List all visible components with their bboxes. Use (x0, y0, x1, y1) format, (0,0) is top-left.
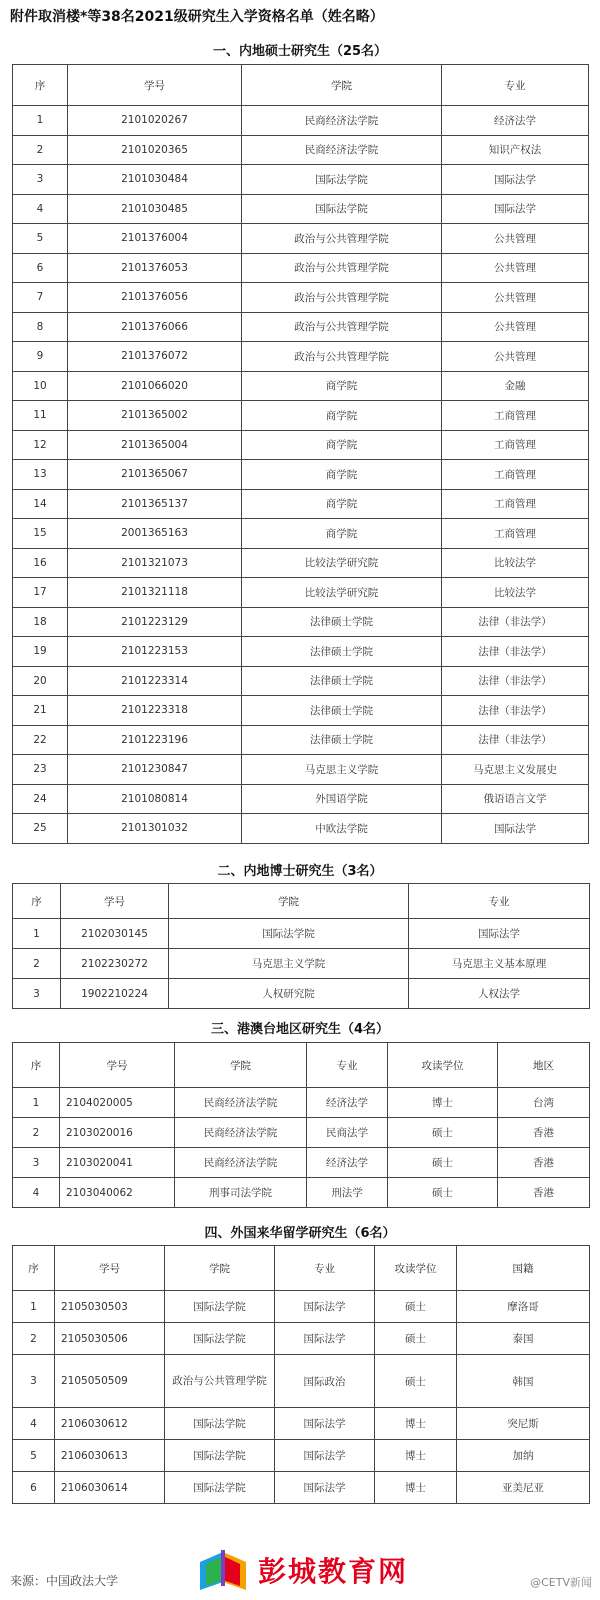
table-cell: 2 (13, 1323, 55, 1355)
table-cell: 2101365004 (68, 430, 242, 460)
table-cell: 2101365002 (68, 401, 242, 431)
table-cell: 政治与公共管理学院 (242, 283, 442, 313)
column-header: 序 (13, 884, 61, 919)
table-hk-macau-taiwan (12, 1042, 590, 1208)
table-row (13, 1472, 590, 1504)
table-cell: 博士 (388, 1088, 498, 1118)
table-cell: 国际法学院 (242, 194, 442, 224)
table-cell: 政治与公共管理学院 (242, 312, 442, 342)
table-cell: 商学院 (242, 371, 442, 401)
table-cell: 3 (13, 1355, 55, 1408)
table-cell: 国际政治 (275, 1355, 375, 1408)
column-header: 攻读学位 (375, 1246, 457, 1291)
table-cell: 24 (13, 784, 68, 814)
table-cell: 法律硕士学院 (242, 637, 442, 667)
column-header: 国籍 (457, 1246, 590, 1291)
table-cell: 国际法学 (442, 814, 589, 844)
table-cell: 法律（非法学） (442, 696, 589, 726)
table-cell: 国际法学 (275, 1440, 375, 1472)
table-cell: 国际法学院 (165, 1323, 275, 1355)
table-cell: 法律硕士学院 (242, 696, 442, 726)
table-cell: 23 (13, 755, 68, 785)
table-cell: 硕士 (388, 1148, 498, 1178)
table-row (13, 578, 589, 608)
table-cell: 民商法学 (307, 1118, 388, 1148)
table-cell: 法律（非法学） (442, 607, 589, 637)
table-cell: 4 (13, 194, 68, 224)
table-cell: 国际法学院 (242, 165, 442, 195)
column-header: 学号 (68, 65, 242, 106)
table-cell: 比较法学 (442, 578, 589, 608)
table-cell: 19 (13, 637, 68, 667)
table-cell: 5 (13, 224, 68, 254)
table-cell: 马克思主义发展史 (442, 755, 589, 785)
table-cell: 法律（非法学） (442, 725, 589, 755)
table-cell: 2103020041 (60, 1148, 175, 1178)
table-cell: 人权研究院 (169, 979, 409, 1009)
table-cell: 2101365137 (68, 489, 242, 519)
table-cell: 1902210224 (61, 979, 169, 1009)
table-row (13, 1408, 590, 1440)
table-cell: 民商经济法学院 (175, 1088, 307, 1118)
table-cell: 金融 (442, 371, 589, 401)
table-cell: 国际法学 (275, 1408, 375, 1440)
table-row (13, 194, 589, 224)
table-cell: 12 (13, 430, 68, 460)
table-cell: 政治与公共管理学院 (242, 342, 442, 372)
table-cell: 2 (13, 949, 61, 979)
table-cell: 2101020365 (68, 135, 242, 165)
table-cell: 6 (13, 253, 68, 283)
table-row (13, 1355, 590, 1408)
table-cell: 15 (13, 519, 68, 549)
table-row (13, 784, 589, 814)
table-cell: 2104020005 (60, 1088, 175, 1118)
table-cell: 16 (13, 548, 68, 578)
table-cell: 2001365163 (68, 519, 242, 549)
table-cell: 2105050509 (55, 1355, 165, 1408)
table-cell: 20 (13, 666, 68, 696)
table-cell: 2 (13, 135, 68, 165)
book-logo-icon (196, 1546, 250, 1596)
column-header: 学院 (175, 1043, 307, 1088)
table-cell: 2101223196 (68, 725, 242, 755)
table-cell: 25 (13, 814, 68, 844)
table-cell: 2 (13, 1118, 60, 1148)
table-cell: 法律（非法学） (442, 666, 589, 696)
table-cell: 4 (13, 1178, 60, 1208)
section-title-mainland-masters: 一、内地硕士研究生（25名） (212, 44, 388, 59)
table-cell: 2101301032 (68, 814, 242, 844)
table-cell: 硕士 (375, 1323, 457, 1355)
table-cell: 经济法学 (442, 106, 589, 136)
table-cell: 商学院 (242, 489, 442, 519)
table-cell: 经济法学 (307, 1088, 388, 1118)
column-header: 学号 (55, 1246, 165, 1291)
table-cell: 2103040062 (60, 1178, 175, 1208)
table-cell: 10 (13, 371, 68, 401)
column-header: 学院 (242, 65, 442, 106)
section-title-hk-macau-taiwan: 三、港澳台地区研究生（4名） (210, 1022, 390, 1037)
table-cell: 2101376053 (68, 253, 242, 283)
table-header-row (13, 1246, 590, 1291)
table-cell: 政治与公共管理学院 (242, 253, 442, 283)
table-cell: 韩国 (457, 1355, 590, 1408)
table-cell: 2101223153 (68, 637, 242, 667)
table-cell: 17 (13, 578, 68, 608)
column-header: 学号 (61, 884, 169, 919)
table-cell: 民商经济法学院 (242, 135, 442, 165)
table-cell: 2101223318 (68, 696, 242, 726)
table-cell: 13 (13, 460, 68, 490)
table-cell: 经济法学 (307, 1148, 388, 1178)
column-header: 攻读学位 (388, 1043, 498, 1088)
table-row (13, 253, 589, 283)
table-row (13, 814, 589, 844)
column-header: 地区 (498, 1043, 590, 1088)
table-cell: 2101376066 (68, 312, 242, 342)
table-cell: 5 (13, 1440, 55, 1472)
table-row (13, 607, 589, 637)
table-row (13, 519, 589, 549)
column-header: 学院 (169, 884, 409, 919)
table-cell: 民商经济法学院 (242, 106, 442, 136)
table-cell: 2101376004 (68, 224, 242, 254)
table-row (13, 919, 590, 949)
table-cell: 比较法学研究院 (242, 578, 442, 608)
table-cell: 2106030613 (55, 1440, 165, 1472)
table-cell: 1 (13, 106, 68, 136)
table-cell: 2101066020 (68, 371, 242, 401)
table-cell: 2101030485 (68, 194, 242, 224)
table-cell: 国际法学院 (165, 1472, 275, 1504)
table-row (13, 1291, 590, 1323)
brand-name: 彭城教育网 (258, 1555, 409, 1588)
table-cell: 刑法学 (307, 1178, 388, 1208)
table-cell: 国际法学院 (165, 1291, 275, 1323)
table-cell: 2101321118 (68, 578, 242, 608)
table-cell: 香港 (498, 1148, 590, 1178)
table-cell: 2102230272 (61, 949, 169, 979)
table-cell: 工商管理 (442, 430, 589, 460)
table-cell: 2101080814 (68, 784, 242, 814)
table-cell: 硕士 (388, 1178, 498, 1208)
table-row (13, 224, 589, 254)
column-header: 专业 (275, 1246, 375, 1291)
table-row (13, 1088, 590, 1118)
table-row (13, 1440, 590, 1472)
section-title-international: 四、外国来华留学研究生（6名） (204, 1226, 396, 1241)
table-cell: 法律硕士学院 (242, 725, 442, 755)
table-cell: 2102030145 (61, 919, 169, 949)
weibo-watermark: @CETV新闻 (530, 1576, 592, 1589)
table-cell: 工商管理 (442, 519, 589, 549)
table-cell: 3 (13, 1148, 60, 1178)
table-row (13, 949, 590, 979)
table-cell: 香港 (498, 1118, 590, 1148)
table-cell: 台湾 (498, 1088, 590, 1118)
table-cell: 2101030484 (68, 165, 242, 195)
table-row (13, 755, 589, 785)
table-cell: 民商经济法学院 (175, 1148, 307, 1178)
table-cell: 中欧法学院 (242, 814, 442, 844)
table-cell: 硕士 (388, 1118, 498, 1148)
table-cell: 俄语语言文学 (442, 784, 589, 814)
table-international (12, 1245, 590, 1504)
table-cell: 法律硕士学院 (242, 666, 442, 696)
table-header-row (13, 884, 590, 919)
table-cell: 3 (13, 979, 61, 1009)
table-cell: 刑事司法学院 (175, 1178, 307, 1208)
table-cell: 2106030614 (55, 1472, 165, 1504)
table-cell: 国际法学 (275, 1291, 375, 1323)
table-row (13, 1118, 590, 1148)
table-cell: 比较法学研究院 (242, 548, 442, 578)
table-cell: 2101376072 (68, 342, 242, 372)
table-row (13, 666, 589, 696)
column-header: 序 (13, 1246, 55, 1291)
table-cell: 国际法学院 (165, 1408, 275, 1440)
table-cell: 公共管理 (442, 224, 589, 254)
column-header: 序 (13, 1043, 60, 1088)
table-cell: 2105030506 (55, 1323, 165, 1355)
table-cell: 1 (13, 919, 61, 949)
table-cell: 2101230847 (68, 755, 242, 785)
table-cell: 硕士 (375, 1355, 457, 1408)
table-cell: 知识产权法 (442, 135, 589, 165)
table-cell: 商学院 (242, 430, 442, 460)
table-cell: 商学院 (242, 519, 442, 549)
table-cell: 国际法学 (275, 1472, 375, 1504)
table-row (13, 401, 589, 431)
column-header: 学院 (165, 1246, 275, 1291)
table-cell: 1 (13, 1088, 60, 1118)
table-cell: 4 (13, 1408, 55, 1440)
table-cell: 香港 (498, 1178, 590, 1208)
table-header-row (13, 1043, 590, 1088)
table-row (13, 489, 589, 519)
table-cell: 工商管理 (442, 460, 589, 490)
table-cell: 国际法学院 (169, 919, 409, 949)
section-title-mainland-doctoral: 二、内地博士研究生（3名） (217, 864, 383, 879)
table-cell: 商学院 (242, 460, 442, 490)
table-mainland-doctoral (12, 883, 590, 1009)
table-cell: 硕士 (375, 1291, 457, 1323)
table-cell: 法律（非法学） (442, 637, 589, 667)
table-cell: 工商管理 (442, 489, 589, 519)
table-cell: 国际法学 (275, 1323, 375, 1355)
table-cell: 公共管理 (442, 342, 589, 372)
source-note: 来源：中国政法大学 (10, 1574, 119, 1588)
table-cell: 政治与公共管理学院 (242, 224, 442, 254)
table-row (13, 979, 590, 1009)
table-row (13, 430, 589, 460)
table-row (13, 1178, 590, 1208)
table-row (13, 135, 589, 165)
table-row (13, 312, 589, 342)
table-cell: 工商管理 (442, 401, 589, 431)
table-cell: 亚美尼亚 (457, 1472, 590, 1504)
table-row (13, 696, 589, 726)
table-cell: 政治与公共管理学院 (165, 1355, 275, 1408)
table-cell: 国际法学 (409, 919, 590, 949)
table-cell: 公共管理 (442, 283, 589, 313)
table-cell: 6 (13, 1472, 55, 1504)
table-cell: 公共管理 (442, 312, 589, 342)
table-cell: 3 (13, 165, 68, 195)
table-cell: 博士 (375, 1440, 457, 1472)
table-cell: 加纳 (457, 1440, 590, 1472)
table-cell: 突尼斯 (457, 1408, 590, 1440)
table-cell: 国际法学 (442, 194, 589, 224)
table-row (13, 548, 589, 578)
column-header: 专业 (409, 884, 590, 919)
table-cell: 马克思主义学院 (169, 949, 409, 979)
table-cell: 2101365067 (68, 460, 242, 490)
table-cell: 2101020267 (68, 106, 242, 136)
table-cell: 公共管理 (442, 253, 589, 283)
table-cell: 法律硕士学院 (242, 607, 442, 637)
table-cell: 9 (13, 342, 68, 372)
table-cell: 外国语学院 (242, 784, 442, 814)
table-cell: 比较法学 (442, 548, 589, 578)
table-cell: 21 (13, 696, 68, 726)
table-cell: 2103020016 (60, 1118, 175, 1148)
table-cell: 2101223129 (68, 607, 242, 637)
table-cell: 泰国 (457, 1323, 590, 1355)
table-row (13, 725, 589, 755)
table-cell: 8 (13, 312, 68, 342)
table-cell: 22 (13, 725, 68, 755)
table-cell: 2101223314 (68, 666, 242, 696)
table-row (13, 1323, 590, 1355)
column-header: 专业 (307, 1043, 388, 1088)
column-header: 序 (13, 65, 68, 106)
table-cell: 民商经济法学院 (175, 1118, 307, 1148)
table-cell: 国际法学院 (165, 1440, 275, 1472)
table-row (13, 283, 589, 313)
document-title: 附件取消楼*等38名2021级研究生入学资格名单（姓名略） (10, 9, 384, 25)
brand-watermark (196, 1540, 446, 1600)
table-cell: 国际法学 (442, 165, 589, 195)
column-header: 学号 (60, 1043, 175, 1088)
table-cell: 博士 (375, 1408, 457, 1440)
table-cell: 2101321073 (68, 548, 242, 578)
table-row (13, 106, 589, 136)
table-row (13, 165, 589, 195)
table-cell: 14 (13, 489, 68, 519)
table-row (13, 342, 589, 372)
column-header: 专业 (442, 65, 589, 106)
table-cell: 2101376056 (68, 283, 242, 313)
table-cell: 马克思主义基本原理 (409, 949, 590, 979)
table-cell: 摩洛哥 (457, 1291, 590, 1323)
table-cell: 商学院 (242, 401, 442, 431)
table-cell: 马克思主义学院 (242, 755, 442, 785)
table-header-row (13, 65, 589, 106)
table-cell: 2106030612 (55, 1408, 165, 1440)
table-cell: 18 (13, 607, 68, 637)
table-row (13, 637, 589, 667)
table-cell: 人权法学 (409, 979, 590, 1009)
table-row (13, 371, 589, 401)
table-cell: 11 (13, 401, 68, 431)
table-row (13, 460, 589, 490)
table-cell: 7 (13, 283, 68, 313)
table-mainland-masters (12, 64, 589, 844)
table-cell: 博士 (375, 1472, 457, 1504)
table-cell: 2105030503 (55, 1291, 165, 1323)
table-row (13, 1148, 590, 1178)
table-cell: 1 (13, 1291, 55, 1323)
